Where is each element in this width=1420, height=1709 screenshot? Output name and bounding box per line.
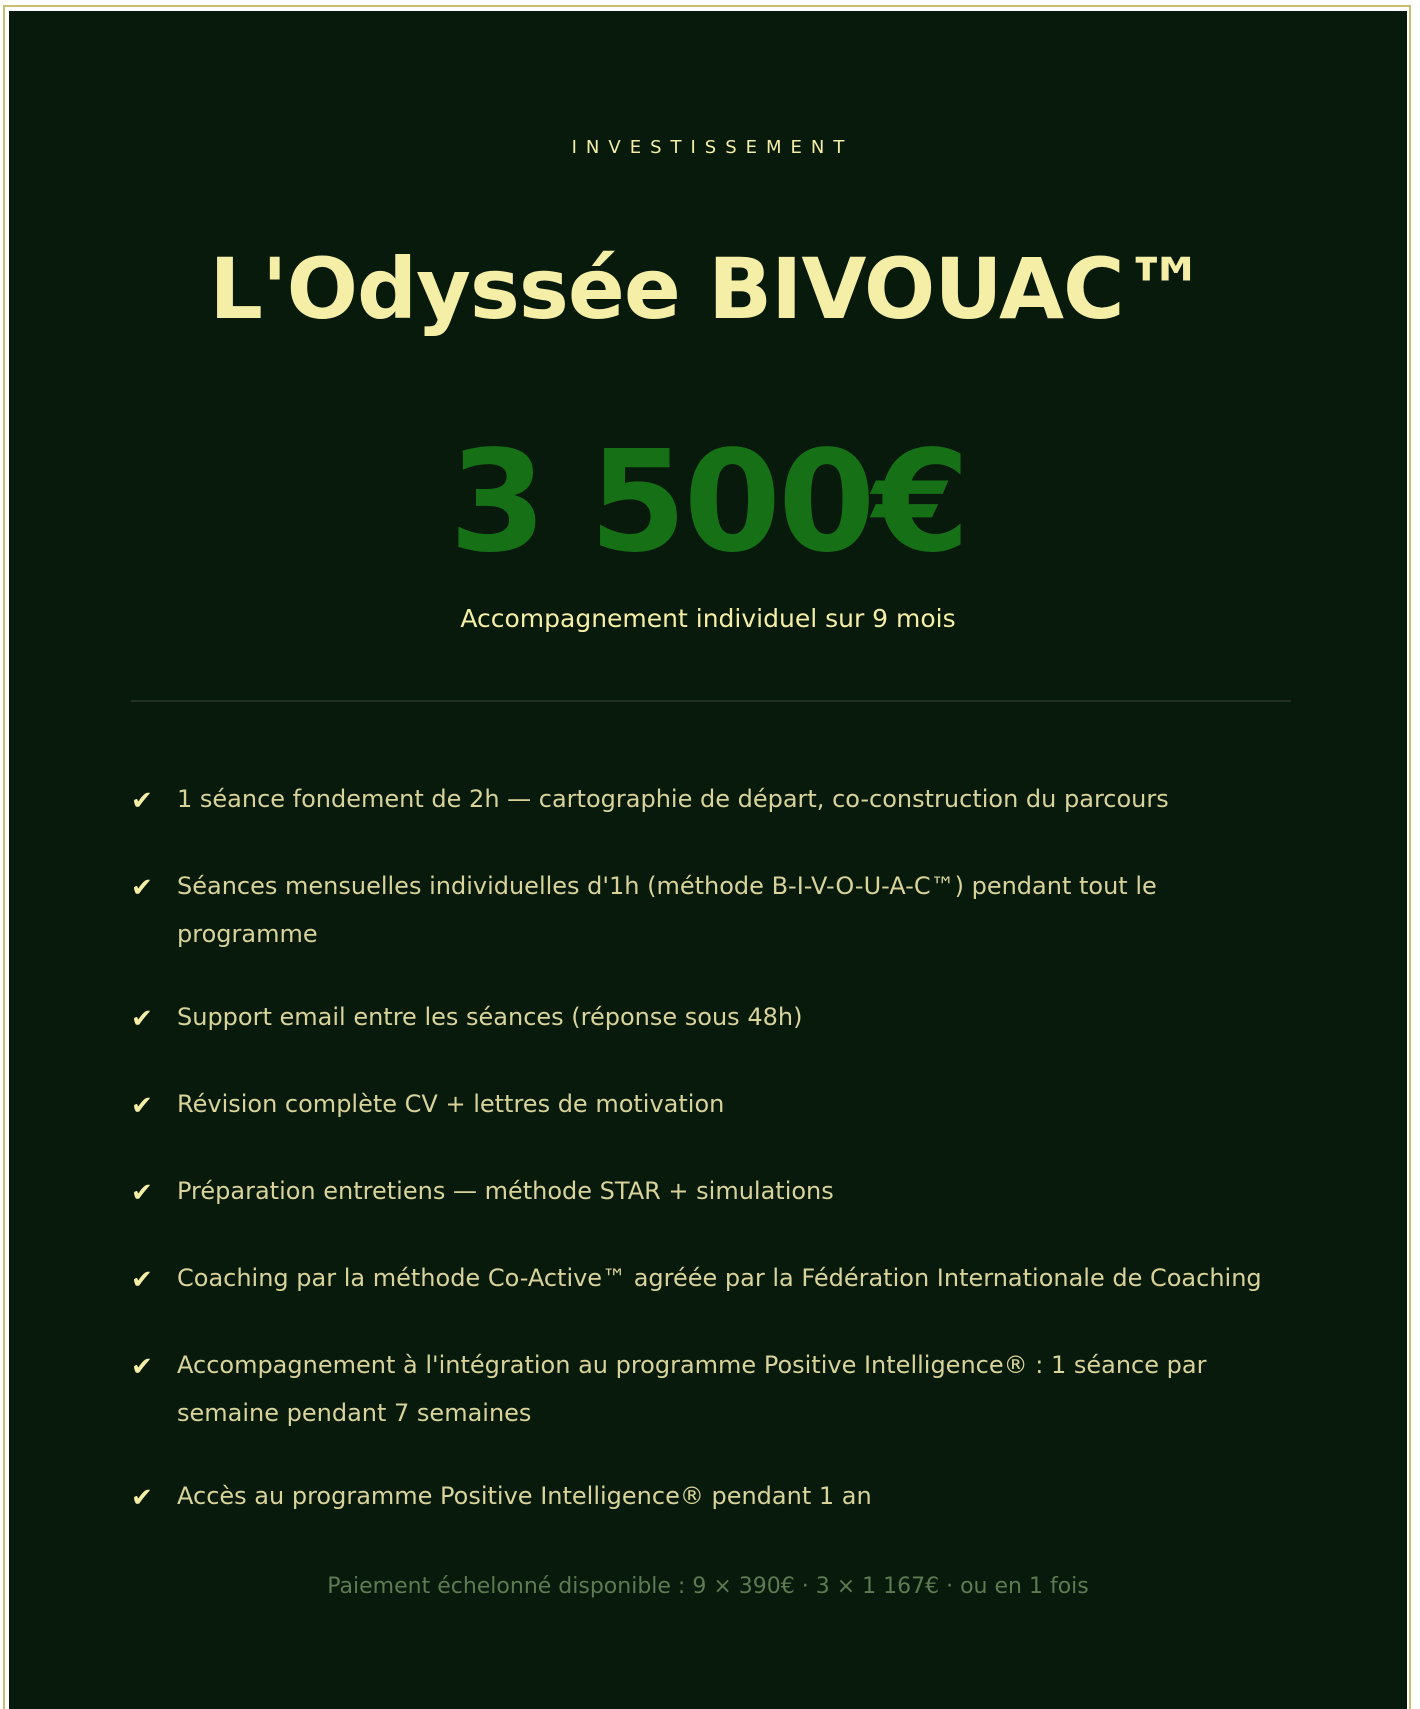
offer-title: L'Odyssée BIVOUAC™ — [209, 240, 1207, 338]
feature-text: Révision complète CV + lettres de motivation — [177, 1090, 725, 1118]
feature-item — [131, 1080, 1311, 1132]
feature-item — [131, 1254, 1311, 1306]
feature-text: Préparation entretiens — méthode STAR + simulations — [177, 1177, 834, 1205]
section-eyebrow: INVESTISSEMENT — [571, 137, 854, 158]
check-icon: ✔ — [131, 1178, 153, 1208]
payment-note: Paiement échelonné disponible : 9 × 390€ · 3 × 1 167€ · ou en 1 fois — [327, 1574, 1089, 1599]
feature-item — [131, 1341, 1311, 1437]
feature-item — [131, 1472, 1311, 1524]
check-icon: ✔ — [131, 1352, 153, 1382]
feature-text: Séances mensuelles individuelles d'1h (méthode B-I-V-O-U-A-C™) pendant tout le programme — [177, 872, 1157, 948]
feature-text: Accompagnement à l'intégration au programme Positive Intelligence® : 1 séance par semaine pendant 7 semaines — [177, 1351, 1207, 1427]
page-frame — [3, 5, 1411, 1709]
feature-item — [131, 775, 1311, 827]
check-icon: ✔ — [131, 1483, 153, 1513]
feature-item — [131, 993, 1311, 1045]
check-icon: ✔ — [131, 786, 153, 816]
check-icon: ✔ — [131, 1091, 153, 1121]
feature-text: Support email entre les séances (réponse sous 48h) — [177, 1003, 803, 1031]
feature-text: 1 séance fondement de 2h — cartographie de départ, co-construction du parcours — [177, 785, 1169, 813]
offer-subtitle: Accompagnement individuel sur 9 mois — [460, 604, 956, 633]
feature-text: Coaching par la méthode Co-Active™ agréée par la Fédération Internationale de Coaching — [177, 1264, 1262, 1292]
feature-item — [131, 1167, 1311, 1219]
feature-item — [131, 862, 1311, 958]
check-icon: ✔ — [131, 1004, 153, 1034]
pricing-card — [9, 11, 1407, 1709]
divider — [131, 700, 1291, 702]
check-icon: ✔ — [131, 873, 153, 903]
feature-text: Accès au programme Positive Intelligence® pendant 1 an — [177, 1482, 872, 1510]
offer-price: 3 500€ — [449, 421, 967, 584]
check-icon: ✔ — [131, 1265, 153, 1295]
feature-list — [131, 775, 1311, 1559]
